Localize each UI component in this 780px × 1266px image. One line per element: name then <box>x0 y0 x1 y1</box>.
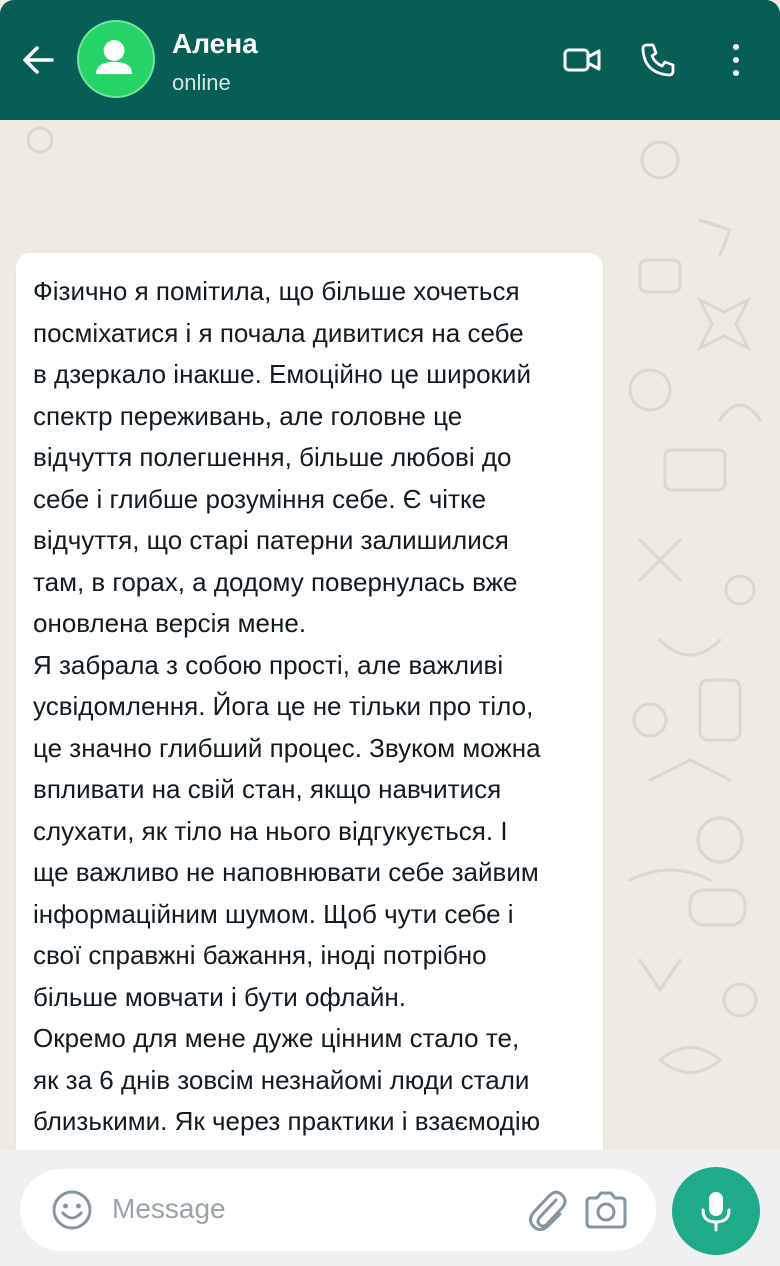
composer-bar <box>0 1150 780 1266</box>
back-arrow-icon[interactable] <box>18 40 58 80</box>
message-input[interactable] <box>112 1193 492 1225</box>
more-options-icon[interactable] <box>716 40 756 80</box>
video-call-icon[interactable] <box>562 40 602 80</box>
contact-name[interactable]: Алена <box>172 28 258 59</box>
avatar[interactable] <box>77 20 155 98</box>
message-text: Фізично я помітила, що більше хочеться посміхатися і я почала дивитися на себе в дзеркало інакше. Емоційно це широкий спектр переживань, але головне це відчуття полегшення, більше любові до себе і глибше розуміння себе. Є чітке відчуття, що старі патерни залишилися там, в горах, а додому повернулась вже оновлена версія мене. Я забрала з собою прості, але важливі усвідомлення. Йога це не тільки про тіло, це значно глибший процес. Звуком можна впливати на свій стан, якщо навчитися слухати, як тіло на нього відгукується. І ще важливо не наповнювати себе зайвим інформаційним шумом. Щоб чути себе і свої справжні бажання, іноді потрібно більше мовчати і бути офлайн. Окремо для мене дуже цінним стало те, як за 6 днів зовсім незнайомі люди стали близькими. Як через практики і взаємодію <box>33 276 541 1136</box>
message-input-container[interactable] <box>20 1169 656 1251</box>
chat-area[interactable] <box>0 120 780 1150</box>
message-bubble[interactable] <box>16 253 603 1255</box>
chat-header <box>0 0 780 120</box>
phone-call-icon[interactable] <box>638 40 678 80</box>
emoji-icon[interactable] <box>50 1188 94 1232</box>
camera-icon[interactable] <box>583 1190 629 1230</box>
mic-button[interactable] <box>672 1167 760 1255</box>
mic-icon <box>696 1189 736 1233</box>
attach-icon[interactable] <box>525 1187 569 1233</box>
avatar-person-icon <box>79 22 153 96</box>
contact-status: online <box>172 70 231 95</box>
